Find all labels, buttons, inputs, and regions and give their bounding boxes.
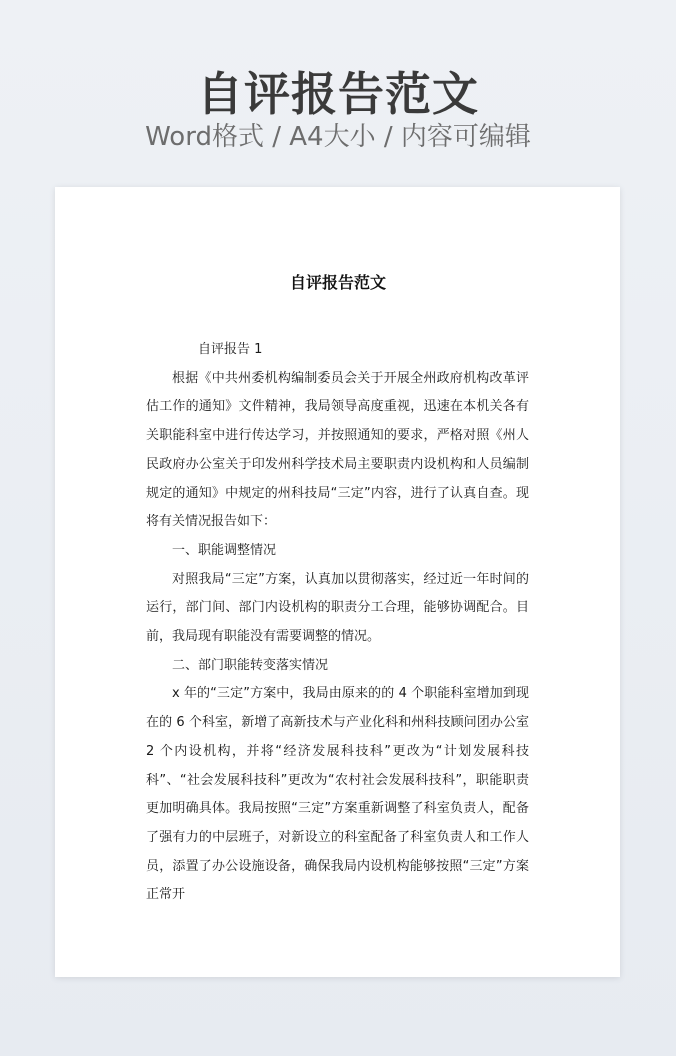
body-paragraph: 根据《中共州委机构编制委员会关于开展全州政府机构改革评估工作的通知》文件精神，我局领导高度重视，迅速在本机关各有关职能科室中进行传达学习，并按照通知的要求，严格对照《州人民政府办公室关于印发州科学技术局主要职责内设机构和人员编制规定的通知》中规定的州科技局“三定”内容，进行了认真自查。现将有关情况报告如下： [146,370,529,530]
body-paragraph: 对照我局“三定”方案，认真加以贯彻落实，经过近一年时间的运行，部门间、部门内设机构的职责分工合理，能够协调配合。目前，我局现有职能没有需要调整的情况。 [146,571,529,645]
body-paragraph: x 年的“三定”方案中，我局由原来的的 4 个职能科室增加到现在的 6 个科室，新增了高新技术与产业化科和州科技顾问团办公室 2 个内设机构，并将“经济发展科技科”更改为“计划发展科技科”、“社会发展科技科”更改为“农村社会发展科技科”，职能职责更加明确具体。我局按照“三定”方案重新调整了科室负责人，配备了强有力的中层班子，对新设立的科室配备了科室负责人和工作人员，添置了办公设施设备，确保我局内设机构能够按照“三定”方案正常开 [146,686,529,903]
section-heading: 一、职能调整情况 [172,542,277,558]
document-title: 自评报告范文 [289,273,386,292]
section-heading: 二、部门职能转变落实情况 [172,657,329,673]
banner [0,0,676,186]
banner-title: 自评报告范文 [197,67,479,121]
section-label: 自评报告 1 [198,342,263,357]
document-body [146,336,529,910]
banner-subtitle: Word格式 / A4大小 / 内容可编辑 [145,122,531,152]
